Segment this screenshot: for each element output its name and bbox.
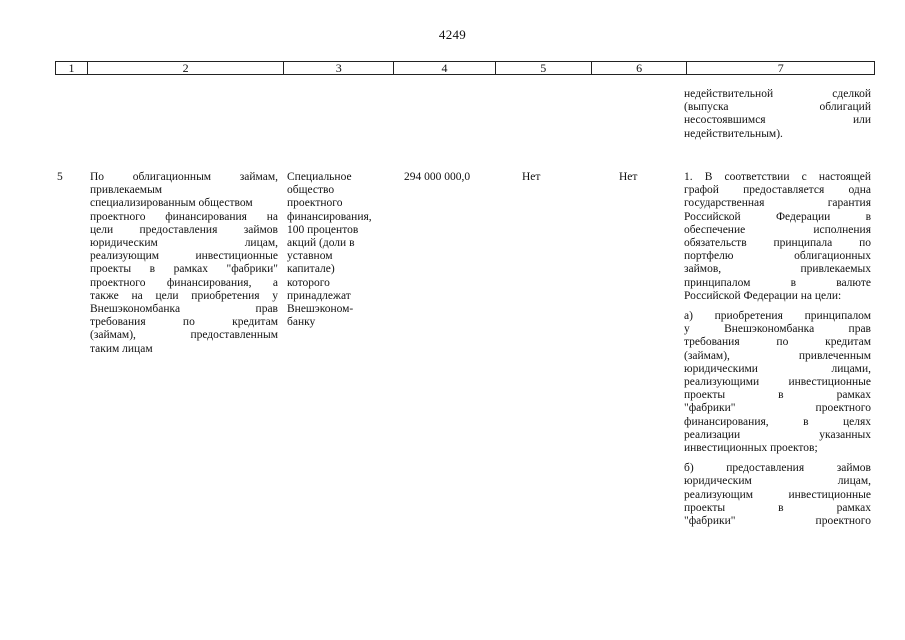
col2-word: проекты (90, 263, 132, 276)
col7-word: в (803, 415, 809, 428)
header-col-3: 3 (284, 62, 394, 74)
col2-word: цели (155, 289, 179, 302)
col7-word: принципалом (684, 276, 751, 289)
col2-word: проектного (90, 210, 146, 223)
continuation-col7-text (684, 88, 871, 141)
guarantee-amount: 294 000 000,0 (404, 171, 471, 183)
col3-line: Специальное (287, 171, 352, 183)
col7-word: графой (684, 184, 719, 197)
col7-word: займов, (684, 263, 722, 276)
col7-paragraph (684, 171, 871, 303)
col7-word: Российской Федерации на цели: (684, 289, 842, 302)
col3-line: Внешэконом- (287, 303, 354, 316)
col7-word: целях (842, 415, 871, 428)
principal-description (287, 171, 393, 329)
col7-line (684, 211, 871, 224)
col2-word: по (182, 316, 195, 329)
col7-line (684, 402, 871, 415)
col2-word: Внешэкономбанка (90, 303, 181, 316)
col7-word: юридическим (684, 475, 752, 488)
col7-word: валюте (836, 276, 871, 289)
col2-line (90, 224, 278, 237)
col3-line: принадлежат (287, 289, 351, 302)
col2-line (90, 197, 278, 210)
col7-word: Федерации (775, 210, 831, 223)
col2-word: (займам), (90, 329, 136, 342)
col3-line: капитале) (287, 263, 335, 276)
col7-word: приобретения (714, 310, 783, 323)
col7-word: портфелю (684, 250, 734, 263)
col2-word: на (131, 289, 143, 302)
col2-word: лицам, (244, 237, 278, 250)
col7-word: В (704, 171, 713, 183)
table-header-row (55, 61, 875, 75)
col2-word: По (90, 171, 105, 183)
col2-line (90, 171, 278, 184)
col7-word: гарантия (827, 197, 871, 210)
continuation-line (684, 128, 871, 141)
col2-word: проектного (90, 276, 146, 289)
col3-line: уставном (287, 250, 333, 263)
header-col-2: 2 (88, 62, 285, 74)
col2-word: привлекаемым (90, 184, 163, 197)
col7-word: (займам), (684, 349, 730, 362)
col3-line: общество (287, 184, 335, 197)
col2-word: а (272, 276, 278, 289)
col7-word: рамках (836, 501, 871, 514)
col3-line: проектного (287, 197, 343, 210)
col7-word: привлекаемых (800, 263, 871, 276)
col6-value: Нет (619, 171, 638, 183)
continuation-line (684, 88, 871, 101)
col7-word: "фабрики" (684, 402, 736, 415)
col7-word: одна (848, 184, 871, 197)
col7-word: проекты (684, 501, 726, 514)
continuation-line (684, 114, 871, 127)
col7-word: прав (848, 323, 871, 336)
col2-word: инвестиционные (195, 250, 278, 263)
col7-line (684, 277, 871, 290)
continuation-word: (выпуска (684, 101, 729, 114)
col2-word: специализированным обществом (90, 197, 253, 210)
col7-word: государственная (684, 197, 765, 210)
col2-word: рамках (173, 263, 208, 276)
col2-word: реализующим (90, 250, 160, 263)
col7-line (684, 416, 871, 429)
continuation-line (684, 101, 871, 114)
col7-word: лицам, (837, 475, 871, 488)
col3-line: акций (доли в (287, 237, 355, 250)
col7-word: займов (836, 462, 871, 475)
col2-word: займов (243, 223, 278, 236)
header-col-4: 4 (394, 62, 496, 74)
col2-word: также (90, 289, 119, 302)
header-col-1: 1 (56, 62, 88, 74)
col7-line (684, 290, 871, 303)
page-number: 4249 (438, 27, 467, 42)
col7-line (684, 350, 871, 363)
col7-word: исполнения (813, 223, 871, 236)
col2-word: облигационным (132, 171, 212, 183)
col3-line: 100 процентов (287, 223, 359, 236)
continuation-word: недействительным). (684, 127, 783, 140)
col2-line (90, 329, 278, 342)
col2-line (90, 184, 278, 197)
col2-word: требования (90, 316, 146, 329)
col7-word: принципалом (804, 310, 871, 323)
continuation-word: недействительной (684, 88, 774, 100)
continuation-word: несостоявшимся (684, 114, 766, 127)
col3-line: финансирования, (287, 210, 372, 223)
row-number: 5 (57, 171, 63, 183)
col2-word: таким лицам (90, 342, 153, 355)
col7-word: у (684, 323, 690, 336)
col7-line (684, 336, 871, 349)
col7-word: "фабрики" (684, 515, 736, 528)
col7-word: финансирования, (684, 415, 769, 428)
col7-line (684, 475, 871, 488)
col2-word: у (272, 289, 278, 302)
continuation-word: сделкой (832, 88, 871, 100)
col7-word: требования (684, 336, 740, 349)
col7-line (684, 429, 871, 442)
col7-word: кредитам (825, 336, 871, 349)
col7-word: в (778, 389, 784, 402)
header-col-5: 5 (496, 62, 592, 74)
col2-word: на (266, 210, 278, 223)
col7-word: в (790, 276, 797, 289)
col2-word: в (149, 263, 156, 276)
col2-word: юридическим (90, 237, 158, 250)
col2-line (90, 290, 278, 303)
col7-word: принципала (773, 237, 833, 250)
col2-line (90, 211, 278, 224)
col3-line: банку (287, 316, 316, 329)
col7-line (684, 376, 871, 389)
col7-word: Российской (684, 210, 741, 223)
col7-line (684, 263, 871, 276)
col7-word: указанных (819, 428, 871, 441)
col7-word: по (776, 336, 789, 349)
col2-word: предоставления (139, 223, 218, 236)
col2-word: займам, (239, 171, 278, 183)
continuation-word: облигаций (819, 101, 871, 114)
col7-word: привлеченным (798, 349, 871, 362)
col2-line (90, 343, 278, 356)
col7-word: реализующими (684, 376, 760, 389)
col7-line (684, 250, 871, 263)
col7-word: лицами, (831, 362, 871, 375)
col7-line (684, 237, 871, 250)
borrowing-description (90, 171, 278, 356)
col2-word: предоставленным (190, 329, 278, 342)
col5-value: Нет (522, 171, 541, 183)
col7-word: с (801, 171, 807, 183)
col7-line (684, 389, 871, 402)
col7-word: инвестиционные (788, 376, 871, 389)
col7-word: в (865, 210, 871, 223)
col7-word: обязательств (684, 237, 747, 250)
col7-line (684, 197, 871, 210)
col7-word: рамках (836, 389, 871, 402)
continuation-word: или (852, 114, 871, 127)
col7-line (684, 363, 871, 376)
col7-word: б) (684, 462, 694, 475)
col7-line (684, 515, 871, 528)
col7-word: в (778, 501, 784, 514)
col2-word: кредитам (232, 316, 278, 329)
col2-word: приобретения (191, 289, 260, 302)
col7-line (684, 171, 871, 184)
col7-line (684, 442, 871, 455)
col7-line (684, 323, 871, 336)
col2-line (90, 263, 278, 276)
guarantee-conditions (684, 171, 871, 535)
col7-word: предоставления (726, 462, 805, 475)
header-col-7: 7 (777, 61, 784, 75)
col7-paragraph (684, 310, 871, 455)
col7-word: проектного (815, 402, 871, 415)
col7-word: обеспечение (684, 223, 746, 236)
col2-word: "фабрики" (226, 263, 278, 276)
col7-word: облигационных (794, 250, 871, 263)
col2-line (90, 237, 278, 250)
col2-word: прав (255, 303, 278, 316)
col7-line (684, 502, 871, 515)
col7-word: предоставляется (743, 184, 825, 197)
col7-word: Внешэкономбанка (724, 323, 815, 336)
col2-line (90, 250, 278, 263)
col7-line (684, 462, 871, 475)
col2-word: финансирования (165, 210, 247, 223)
col7-line (684, 224, 871, 237)
col7-word: юридическими (684, 362, 758, 375)
col2-line (90, 303, 278, 316)
col2-word: финансирования, (166, 276, 252, 289)
col7-line (684, 184, 871, 197)
col7-word: по (859, 237, 871, 250)
col2-word: цели (90, 223, 114, 236)
col7-word: реализующим (684, 488, 754, 501)
col7-word: инвестиционные (788, 488, 871, 501)
col7-word: проектного (815, 515, 871, 528)
col7-word: реализации (684, 428, 741, 441)
col7-word: проекты (684, 389, 726, 402)
col7-word: а) (684, 310, 693, 323)
col7-word: инвестиционных проектов; (684, 442, 818, 455)
col2-line (90, 316, 278, 329)
col2-line (90, 277, 278, 290)
col7-word: настоящей (818, 171, 871, 183)
col7-line (684, 310, 871, 323)
col3-line: которого (287, 276, 330, 289)
col7-word: соответствии (724, 171, 790, 183)
col7-word: 1. (684, 171, 693, 183)
col7-paragraph (684, 462, 871, 528)
header-col-6: 6 (592, 62, 688, 74)
col7-line (684, 489, 871, 502)
